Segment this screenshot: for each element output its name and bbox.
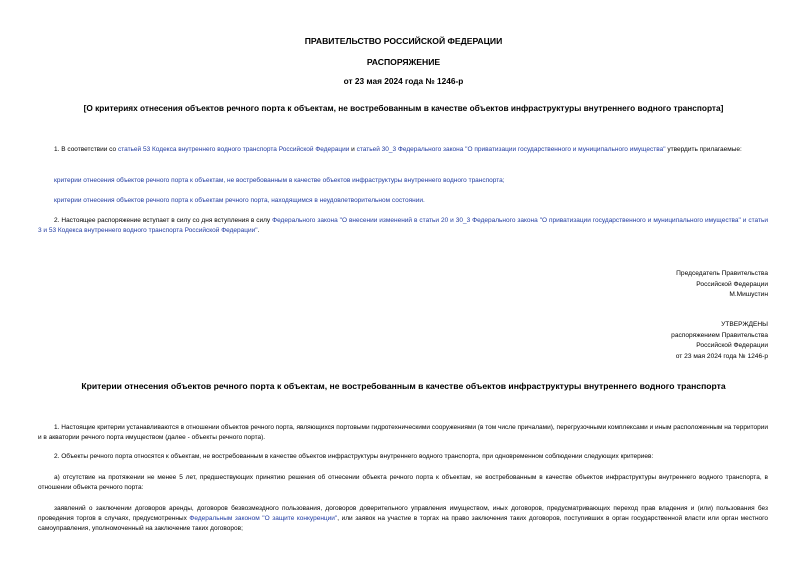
approval-date: от 23 мая 2024 года № 1246-р	[675, 352, 768, 360]
list-item-criteria-2[interactable]: критерии отнесения объектов речного порта к объектам речного порта, находящимся в неудовлетворительном состоянии.	[54, 197, 425, 204]
link-federal-law-amendments[interactable]: Федерального закона "О внесении изменений в статьи 20 и 30_3 Федерального закона "О приватизации государственного и муниципального имущества" и статьи 3 и 53 Кодекса внутреннего водного транспорта Российской Федерации"	[38, 217, 769, 234]
signature-country: Российской Федерации	[696, 280, 768, 288]
paragraph-2: 2. Настоящее распоряжение вступает в силу со дня вступления в силу Федерального закона "О внесении изменений в статьи 20 и 30_3 Федерального закона "О приватизации государственного и муниципального имущества" и статьи 3 и 53 Кодекса внутреннего водного транспорта Российской Федерации".	[38, 217, 769, 234]
criteria-title: Критерии отнесения объектов речного порта к объектам, не востребованным в качестве объектов инфраструктуры внутреннего водного транспорта	[81, 381, 726, 391]
approval-country: Российской Федерации	[696, 342, 768, 349]
link-article-30-3[interactable]: статьей 30_3 Федерального закона "О приватизации государственного и муниципального имущества"	[356, 146, 666, 153]
signature-name: М.Мишустин	[729, 291, 768, 298]
document-type: РАСПОРЯЖЕНИЕ	[366, 57, 441, 67]
criteria-paragraph-2: 2. Объекты речного порта относятся к объектам, не востребованным в качестве объектов инфраструктуры внутреннего водного транспорта, при одновременном соблюдении следующих критериев:	[54, 453, 654, 460]
document-date-number: от 23 мая 2024 года № 1246-р	[343, 76, 464, 86]
document-title: ПРАВИТЕЛЬСТВО РОССИЙСКОЙ ФЕДЕРАЦИИ	[304, 36, 503, 46]
approval-block	[671, 320, 768, 362]
link-article-53[interactable]: статьей 53 Кодекса внутреннего водного транспорта Российской Федерации	[117, 146, 350, 153]
signature-block	[676, 269, 768, 301]
approval-by: распоряжением Правительства	[671, 331, 768, 339]
signature-position: Председатель Правительства	[676, 270, 768, 277]
criteria-item-a: а) отсутствие на протяжении не менее 5 лет, предшествующих принятию решения об отнесении объекта речного порта к объектам, не востребованным в качестве объектов инфраструктуры внутреннего водного транспорта, в отношении объекта речного порта:	[38, 474, 768, 491]
criteria-item-applications: заявлений о заключении договоров аренды, договоров безвозмездного пользования, договоров доверительного управления имуществом, иных договоров, предусматривающих переход прав владения и (или) пользования без проведения торгов в случаях, предусмотренных Федеральным законом "О защите конкуренции", или заявок на участие в торгах на право заключения таких договоров, поступивших в орган государственной власти или орган местного самоуправления, уполномоченный на заключение таких договоров;	[38, 505, 769, 532]
document-subject: [О критериях отнесения объектов речного порта к объектам, не востребованным в качестве объектов инфраструктуры внутреннего водного транспорта]	[83, 103, 724, 113]
criteria-paragraph-1: 1. Настоящие критерии устанавливаются в отношении объектов речного порта, являющихся портовыми гидротехническими сооружениями (в том числе причалами), перегрузочными комплексами и иным расположенным на территории и в акватории речного порта имуществом (далее - объекты речного порта).	[38, 424, 768, 441]
approval-label: УТВЕРЖДЕНЫ	[721, 321, 768, 328]
list-item-criteria-1[interactable]: критерии отнесения объектов речного порта к объектам, не востребованным в качестве объектов инфраструктуры внутреннего водного транспорта;	[54, 177, 505, 184]
paragraph-1: 1. В соответствии со статьей 53 Кодекса внутреннего водного транспорта Российской Федерации и статьей 30_3 Федерального закона "О приватизации государственного и муниципального имущества" утвердить прилагаемые:	[54, 146, 742, 153]
link-competition-law[interactable]: Федеральным законом "О защите конкуренции"	[189, 515, 338, 522]
